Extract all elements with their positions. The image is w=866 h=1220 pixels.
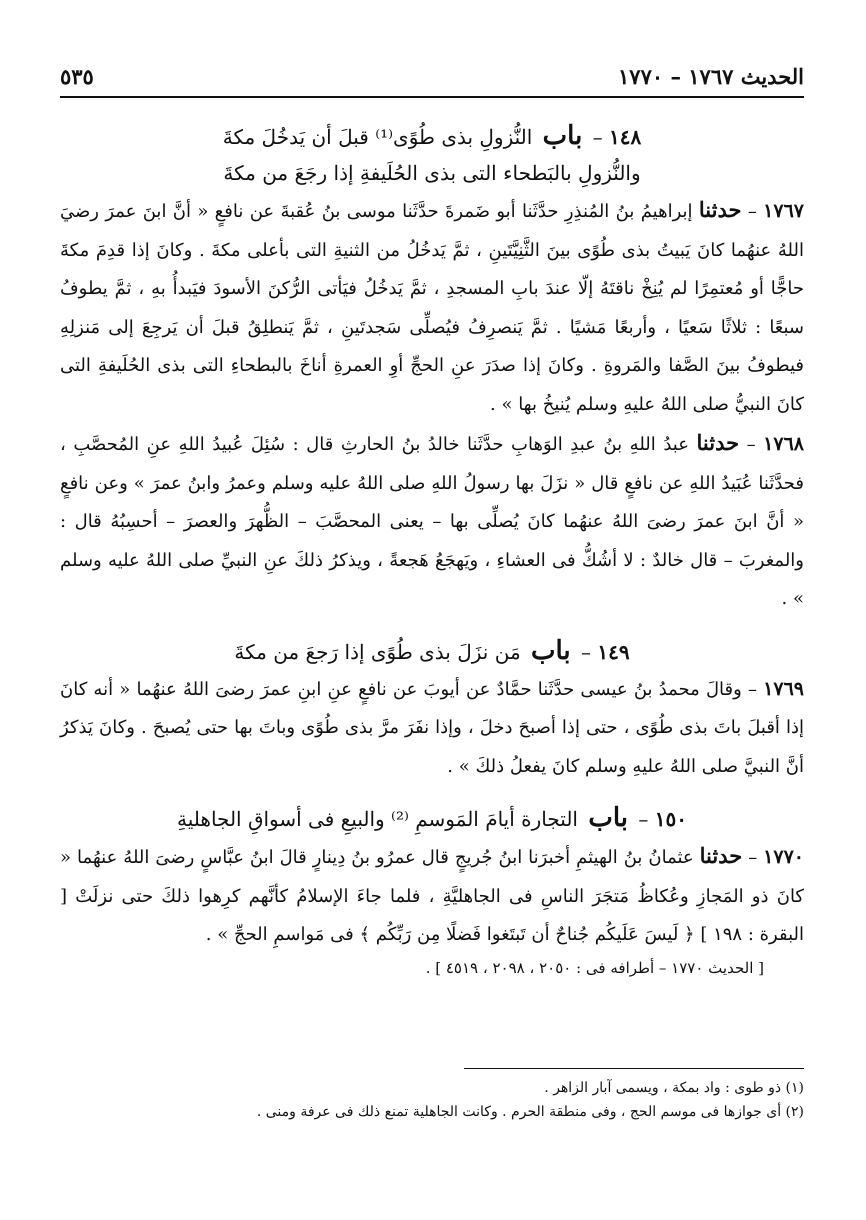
chapter-number: ١٥٠ xyxy=(654,807,687,831)
hadith-text: إبراهيمُ بنُ المُنذِرِ حدَّثَنا أبو ضَمرةَ حدَّثَنا موسى بنُ عُقبةَ عن نافعٍ « أنَّ ابنَ عمرَ رضيَ اللهُ عنهُما كانَ يَبيتُ بذى طُوًى بينَ الثَّنِيَّتَينِ ، ثمَّ يَدخُلُ من الثنيةِ التى بأعلى مكةَ . وكانَ إذا قدِمَ مكةَ حاجًّا أو مُعتمِرًا لم يُنِخْ ناقتَهُ إلّا عندَ بابِ المسجدِ ، ثمَّ يَدخُلُ فيَأتى الرُّكنَ الأسودَ فيَبدأُ بهِ ، ثمَّ يطوفُ سبعًا : ثلاثًا سَعيًا ، وأربعًا مَشيًا . ثمَّ يَنصرِفُ فيُصلِّى سَجدتَينِ ، ثمَّ يَنطلِقُ قبلَ أن يَرجِعَ إلى مَنزلِهِ فيطوفُ بينَ الصَّفا والمَروةِ . وكانَ إذا صدَرَ عنِ الحجِّ أوِ العمرةِ أناخَ بالبطحاءِ التى بذى الحُلَيفةِ التى كانَ النبيُّ صلى اللهُ عليهِ وسلم يُنيخُ بها » . xyxy=(60,201,804,415)
spacer xyxy=(60,619,804,633)
hadith-paragraph: ١٧٦٨ – حدثنا عبدُ اللهِ بنُ عبدِ الوَهابِ حدَّثَنا خالدُ بنُ الحارثِ قال : سُئِلَ عُبيدُ اللهِ عنِ المُحصَّبِ ، فحدَّثَنا عُبَيدُ اللهِ عن نافعٍ قال « نزَلَ بها رسولُ اللهِ صلى اللهُ عليه وسلم وعمرُ وابنُ عمرَ » وعن نافعٍ « أنَّ ابنَ عمرَ رضىَ اللهُ عنهُما كانَ يُصلِّى بها – يعنى المحصَّبَ – الظُّهرَ والعصرَ – أحسِبُهُ قال : والمغربَ – قال خالدٌ : لا أشُكُّ فى العشاءِ ، ويَهجَعُ هَجعةً ، ويذكرُ ذلكَ عنِ النبيِّ صلى اللهُ عليه وسلم » . xyxy=(60,430,804,609)
hadith-number: ١٧٦٧ xyxy=(763,200,804,222)
page-header xyxy=(60,58,804,94)
main-text xyxy=(60,118,804,981)
chapter-heading: ١٤٩ – باب مَن نزَلَ بذى طُوًى إذا رَجعَ من مكةَ xyxy=(234,635,630,666)
chapter-title: النُّزولِ بذى طُوًى⁽¹⁾ قبلَ أن يَدخُلَ مكةَ xyxy=(222,125,533,149)
hadith-paragraph: ١٧٦٩ – وقالَ محمدُ بنُ عيسى حدَّثَنا حمَّادٌ عن أيوبَ عن نافعٍ عنِ ابنِ عمرَ رضىَ اللهُ عنهُما « أنه كانَ إذا أقبلَ باتَ بذى طُوًى ، حتى إذا أصبحَ دخلَ ، وإذا نفَرَ مرَّ بذى طُوًى وباتَ بها حتى يُصبحَ . وكانَ يَذكرُ أنَّ النبيَّ صلى اللهُ عليهِ وسلم كانَ يفعلُ ذلكَ » . xyxy=(60,677,804,777)
chapter-title: مَن نزَلَ بذى طُوًى إذا رَجعَ من مكةَ xyxy=(234,639,521,664)
hadith-paragraph: ١٧٦٧ – حدثنا إبراهيمُ بنُ المُنذِرِ حدَّثَنا أبو ضَمرةَ حدَّثَنا موسى بنُ عُقبةَ عن نافعٍ « أنَّ ابنَ عمرَ رضيَ اللهُ عنهُما كانَ يَبيتُ بذى طُوًى بينَ الثَّنِيَّتَينِ ، ثمَّ يَدخُلُ من الثنيةِ التى بأعلى مكةَ . وكانَ إذا قدِمَ مكةَ حاجًّا أو مُعتمِرًا لم يُنِخْ ناقتَهُ إلّا عندَ بابِ المسجدِ ، ثمَّ يَدخُلُ فيَأتى الرُّكنَ الأسودَ فيَبدأُ بهِ ، ثمَّ يطوفُ سبعًا : ثلاثًا سَعيًا ، وأربعًا مَشيًا . ثمَّ يَنصرِفُ فيُصلِّى سَجدتَينِ ، ثمَّ يَنطلِقُ قبلَ أن يَرجِعَ إلى مَنزلِهِ فيطوفُ بينَ الصَّفا والمَروةِ . وكانَ إذا صدَرَ عنِ الحجِّ أوِ العمرةِ أناخَ بالبطحاءِ التى بذى الحُلَيفةِ التى كانَ النبيُّ صلى اللهُ عليهِ وسلم يُنيخُ بها » . xyxy=(60,197,804,415)
chapter-subtitle: والنُّزولِ بالبَطحاء التى بذى الحُلَيفةِ إذا رجَعَ من مكةَ xyxy=(223,161,641,185)
chapter-number: ١٤٩ xyxy=(597,639,630,664)
hadith-text: عثمانُ بنُ الهيثمِ أخبرَنا ابنُ جُريجٍ قال عمرُو بنُ دِينارٍ قالَ ابنُ عبَّاسٍ رضىَ اللهُ عنهُما « كانَ ذو المَجازِ وعُكاظُ مَتجَرَ الناسِ فى الجاهليَّةِ ، فلما جاءَ الإسلامُ كأنَّهم كرِهوا ذلكَ حتى نزلَتْ [ البقرة : ١٩٨ ] ﴿ لَيسَ عَلَيكُم جُناحٌ أن تَبتَغوا فَضلًا مِن رَبِّكُم ﴾ فى مَواسمِ الحجِّ » . xyxy=(60,847,804,945)
hadith-range: الحديث ١٧٦٧ – ١٧٧٠ xyxy=(618,63,804,89)
hadith-number: ١٧٦٨ xyxy=(763,433,804,455)
hadith-opener: حدثنا xyxy=(699,843,743,868)
hadith-number: ١٧٦٩ xyxy=(763,677,804,700)
footnote: (٢) أى جوازها فى موسم الحج ، وفى منطقة الحرم . وكانت الجاهلية تمنع ذلك فى عرفة ومنى . xyxy=(256,1104,804,1120)
footnote: (١) ذو طوى : واد بمكة ، ويسمى آبار الزاهر . xyxy=(544,1080,804,1096)
page-number: ٥٣٥ xyxy=(60,63,94,89)
chapter-bab-label: باب xyxy=(531,635,571,666)
hadith-opener: حدثنا xyxy=(698,197,742,222)
hadith-paragraph: ١٧٧٠ – حدثنا عثمانُ بنُ الهيثمِ أخبرَنا ابنُ جُريجٍ قال عمرُو بنُ دِينارٍ قالَ ابنُ عبَّاسٍ رضىَ اللهُ عنهُما « كانَ ذو المَجازِ وعُكاظُ مَتجَرَ الناسِ فى الجاهليَّةِ ، فلما جاءَ الإسلامُ كأنَّهم كرِهوا ذلكَ حتى نزلَتْ [ البقرة : ١٩٨ ] ﴿ لَيسَ عَلَيكُم جُناحٌ أن تَبتَغوا فَضلًا مِن رَبِّكُم ﴾ فى مَواسمِ الحجِّ » . xyxy=(60,843,804,945)
chapter-heading: ١٤٨ – باب النُّزولِ بذى طُوًى⁽¹⁾ قبلَ أن يَدخُلَ مكةَ xyxy=(222,121,642,151)
chapter-bab-label: باب xyxy=(542,121,583,151)
hadith-number: ١٧٧٠ xyxy=(763,846,804,868)
hadith-text: عبدُ اللهِ بنُ عبدِ الوَهابِ حدَّثَنا خالدُ بنُ الحارثِ قال : سُئِلَ عُبيدُ اللهِ عنِ المُحصَّبِ ، فحدَّثَنا عُبَيدُ اللهِ عن نافعٍ قال « نزَلَ بها رسولُ اللهِ صلى اللهُ عليه وسلم وعمرُ وابنُ عمرَ » وعن نافعٍ « أنَّ ابنَ عمرَ رضىَ اللهُ عنهُما كانَ يُصلِّى بها – يعنى المحصَّبَ – الظُّهرَ والعصرَ – أحسِبُهُ قال : والمغربَ – قال خالدٌ : لا أشُكُّ فى العشاءِ ، ويَهجَعُ هَجعةً ، ويذكرُ ذلكَ عنِ النبيِّ صلى اللهُ عليه وسلم » . xyxy=(60,434,804,609)
cross-references: [ الحديث ١٧٧٠ – أطرافه فى : ٢٠٥٠ ، ٢٠٩٨ ، ٤٥١٩ ] . xyxy=(425,958,764,977)
chapter-bab-label: باب xyxy=(588,803,628,833)
chapter-title: التجارة أيامَ المَوسمِ ⁽²⁾ والبيعِ فى أسواقِ الجاهليةِ xyxy=(177,807,578,831)
footnotes xyxy=(60,1076,804,1124)
hadith-opener: حدثنا xyxy=(696,430,740,455)
footnote-divider xyxy=(464,1068,804,1069)
header-divider xyxy=(60,96,804,98)
spacer xyxy=(60,786,804,800)
hadith-text: وقالَ محمدُ بنُ عيسى حدَّثَنا حمَّادٌ عن أيوبَ عن نافعٍ عنِ ابنِ عمرَ رضىَ اللهُ عنهُما « أنه كانَ إذا أقبلَ باتَ بذى طُوًى ، حتى إذا أصبحَ دخلَ ، وإذا نفَرَ مرَّ بذى طُوًى وباتَ بها حتى يُصبحَ . وكانَ يَذكرُ أنَّ النبيَّ صلى اللهُ عليهِ وسلم كانَ يفعلُ ذلكَ » . xyxy=(60,678,804,777)
chapter-number: ١٤٨ xyxy=(609,125,642,149)
chapter-heading: ١٥٠ – باب التجارة أيامَ المَوسمِ ⁽²⁾ والبيعِ فى أسواقِ الجاهليةِ xyxy=(177,803,687,833)
